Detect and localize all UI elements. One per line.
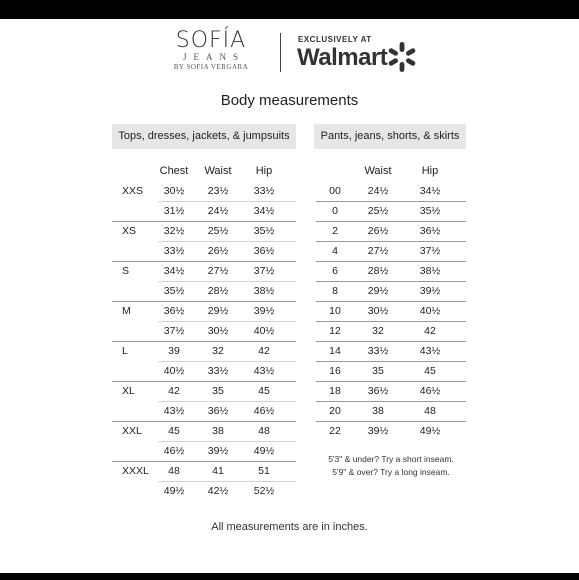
col-header-pants-hip: Hip xyxy=(421,165,439,177)
measurement-cell: 25½ xyxy=(367,205,389,217)
measurement-cell: 46½ xyxy=(253,405,275,417)
measurement-cell: 37½ xyxy=(163,325,185,337)
measurement-cell: 42½ xyxy=(207,485,229,497)
size-label: XXXL xyxy=(122,465,149,477)
walmart-spark-icon xyxy=(385,40,419,74)
measurement-cell: 32 xyxy=(212,345,224,357)
measurement-cell: 38 xyxy=(372,405,384,417)
sofia-logo-byline: BY SOFIA VERGARA xyxy=(173,63,249,71)
exclusive-label: EXCLUSIVELY AT xyxy=(298,35,372,44)
measurement-cell: 28½ xyxy=(207,285,229,297)
measurement-cell: 39½ xyxy=(207,445,229,457)
measurement-cell: 49½ xyxy=(253,445,275,457)
measurement-cell: 40½ xyxy=(163,365,185,377)
bottom-black-bar xyxy=(0,573,579,580)
pant-size-label: 20 xyxy=(329,405,341,417)
col-header-hip: Hip xyxy=(255,165,273,177)
measurement-cell: 38½ xyxy=(253,285,275,297)
pant-size-label: 14 xyxy=(329,345,341,357)
size-label: L xyxy=(122,345,128,357)
measurement-cell: 33½ xyxy=(163,245,185,257)
measurement-cell: 35 xyxy=(212,385,224,397)
measurement-cell: 43½ xyxy=(253,365,275,377)
measurement-cell: 29½ xyxy=(367,285,389,297)
pant-size-label: 16 xyxy=(329,365,341,377)
measurement-cell: 39½ xyxy=(419,285,441,297)
measurement-cell: 33½ xyxy=(367,345,389,357)
pant-size-label: 12 xyxy=(329,325,341,337)
size-label: S xyxy=(122,265,130,277)
measurement-cell: 38 xyxy=(212,425,224,437)
pants-band-header: Pants, jeans, shorts, & skirts xyxy=(314,124,466,149)
measurement-cell: 51 xyxy=(258,465,270,477)
measurement-cell: 26½ xyxy=(207,245,229,257)
measurement-cell: 42 xyxy=(258,345,270,357)
measurement-cell: 48 xyxy=(424,405,436,417)
measurement-cell: 30½ xyxy=(207,325,229,337)
pant-size-label: 4 xyxy=(332,245,338,257)
measurement-cell: 37½ xyxy=(253,265,275,277)
pant-size-label: 22 xyxy=(329,425,341,437)
pant-size-label: 10 xyxy=(329,305,341,317)
measurement-cell: 33½ xyxy=(207,365,229,377)
measurement-cell: 34½ xyxy=(163,265,185,277)
measurement-cell: 28½ xyxy=(367,265,389,277)
measurement-cell: 39½ xyxy=(367,425,389,437)
col-header-chest: Chest xyxy=(159,165,189,177)
measurement-cell: 36½ xyxy=(207,405,229,417)
logo-divider xyxy=(280,33,281,72)
measurement-cell: 45 xyxy=(424,365,436,377)
measurement-cell: 43½ xyxy=(419,345,441,357)
measurement-cell: 35½ xyxy=(253,225,275,237)
size-label: XXL xyxy=(122,425,142,437)
measurement-cell: 26½ xyxy=(367,225,389,237)
long-inseam-note: 5'9" & over? Try a long inseam. xyxy=(332,467,450,477)
measurement-cell: 31½ xyxy=(163,205,185,217)
measurement-cell: 46½ xyxy=(163,445,185,457)
sofia-logo-sub: JEANS xyxy=(182,52,245,62)
short-inseam-note: 5'3" & under? Try a short inseam. xyxy=(328,454,454,464)
pant-size-label: 0 xyxy=(332,205,338,217)
measurement-cell: 48 xyxy=(258,425,270,437)
measurement-cell: 49½ xyxy=(419,425,441,437)
measurement-cell: 30½ xyxy=(163,185,185,197)
measurement-cell: 33½ xyxy=(253,185,275,197)
pant-size-label: 18 xyxy=(329,385,341,397)
measurement-cell: 42 xyxy=(168,385,180,397)
measurement-cell: 35½ xyxy=(419,205,441,217)
top-black-bar xyxy=(0,0,579,19)
measurement-cell: 41 xyxy=(212,465,224,477)
sofia-jeans-logo xyxy=(150,30,272,72)
page-title: Body measurements xyxy=(220,92,359,109)
pant-size-label: 2 xyxy=(332,225,338,237)
pant-size-label: 8 xyxy=(332,285,338,297)
measurement-cell: 40½ xyxy=(253,325,275,337)
measurement-cell: 27½ xyxy=(367,245,389,257)
sofia-logo-main: SOFÍA xyxy=(175,28,247,53)
col-header-pants-waist: Waist xyxy=(364,165,392,177)
measurement-cell: 30½ xyxy=(367,305,389,317)
measurement-cell: 49½ xyxy=(163,485,185,497)
measurement-cell: 45 xyxy=(168,425,180,437)
measurement-cell: 23½ xyxy=(207,185,229,197)
pant-size-label: 00 xyxy=(329,185,341,197)
measurement-cell: 36½ xyxy=(253,245,275,257)
measurement-cell: 46½ xyxy=(419,385,441,397)
pant-size-label: 6 xyxy=(332,265,338,277)
measurement-cell: 32½ xyxy=(163,225,185,237)
measurement-cell: 29½ xyxy=(207,305,229,317)
size-label: M xyxy=(122,305,131,317)
measurement-cell: 34½ xyxy=(253,205,275,217)
measurement-cell: 24½ xyxy=(207,205,229,217)
measurement-cell: 36½ xyxy=(163,305,185,317)
measurement-cell: 45 xyxy=(258,385,270,397)
measurement-cell: 39½ xyxy=(253,305,275,317)
size-label: XL xyxy=(122,385,135,397)
measurement-cell: 25½ xyxy=(207,225,229,237)
measurement-cell: 37½ xyxy=(419,245,441,257)
measurement-cell: 43½ xyxy=(163,405,185,417)
measurement-cell: 40½ xyxy=(419,305,441,317)
col-header-waist: Waist xyxy=(204,165,232,177)
measurement-cell: 39 xyxy=(168,345,180,357)
measurement-cell: 27½ xyxy=(207,265,229,277)
measurement-cell: 32 xyxy=(372,325,384,337)
measurement-cell: 34½ xyxy=(419,185,441,197)
measurement-cell: 38½ xyxy=(419,265,441,277)
measurement-cell: 36½ xyxy=(367,385,389,397)
measurement-cell: 42 xyxy=(424,325,436,337)
measurement-cell: 52½ xyxy=(253,485,275,497)
footer-note: All measurements are in inches. xyxy=(211,521,368,533)
measurement-cell: 35½ xyxy=(163,285,185,297)
measurement-cell: 36½ xyxy=(419,225,441,237)
walmart-wordmark: Walmart xyxy=(297,44,388,71)
measurement-cell: 35 xyxy=(372,365,384,377)
measurement-cell: 24½ xyxy=(367,185,389,197)
size-label: XS xyxy=(122,225,137,237)
measurement-cell: 48 xyxy=(168,465,180,477)
size-label: XXS xyxy=(122,185,144,197)
tops-band-header: Tops, dresses, jackets, & jumpsuits xyxy=(112,124,296,149)
